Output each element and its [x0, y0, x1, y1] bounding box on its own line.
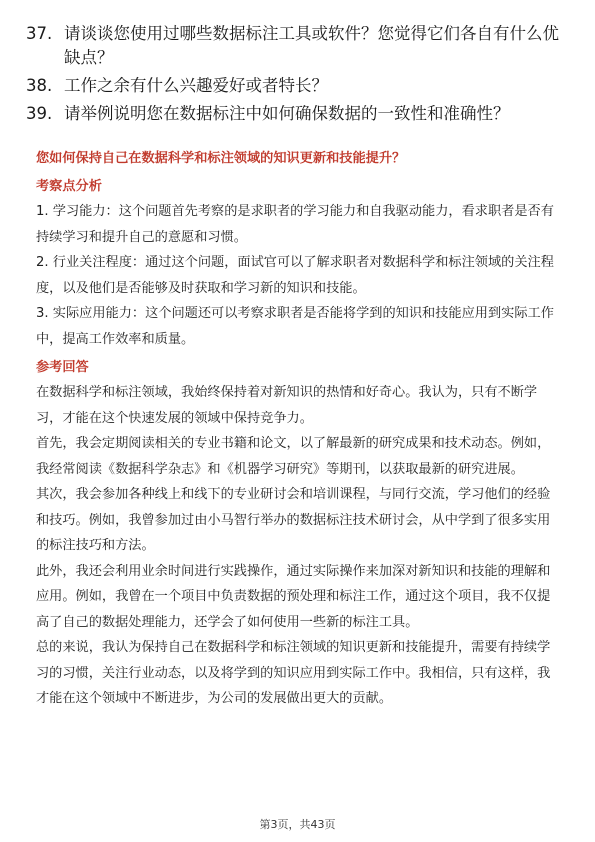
- page-footer: 第3页，共43页: [259, 818, 336, 831]
- question-title: 您如何保持自己在数据科学和标注领域的知识更新和技能提升？: [36, 151, 406, 166]
- question-item: [26, 74, 566, 98]
- analysis-heading: 考察点分析: [36, 179, 102, 194]
- main-content: [36, 147, 561, 712]
- analysis-item: 2. 行业关注程度：通过这个问题，面试官可以了解求职者对数据科学和标注领域的关注程度，以及他们是否能够及时获取和学习新的知识和技能。: [36, 255, 554, 296]
- answer-paragraph: 其次，我会参加各种线上和线下的专业研讨会和培训课程，与同行交流，学习他们的经验和技巧。例如，我曾参加过由小马智行举办的数据标注技术研讨会，从中学到了很多实用的标注技巧和方法。: [36, 487, 551, 553]
- answer-paragraph: 总的来说，我认为保持自己在数据科学和标注领域的知识更新和技能提升，需要有持续学习的习惯，关注行业动态，以及将学到的知识应用到实际工作中。我相信，只有这样，我才能在这个领域中不断进步，为公司的发展做出更大的贡献。: [36, 640, 551, 706]
- question-item: [26, 22, 566, 70]
- question-list: [26, 22, 566, 130]
- answer-paragraph: 首先，我会定期阅读相关的专业书籍和论文，以了解最新的研究成果和技术动态。例如，我经常阅读《数据科学杂志》和《机器学习研究》等期刊，以获取最新的研究进展。: [36, 436, 551, 477]
- question-text: 请谈谈您使用过哪些数据标注工具或软件？您觉得它们各自有什么优缺点？: [64, 24, 559, 67]
- question-number: 38.: [26, 76, 53, 95]
- analysis-item: 3. 实际应用能力：这个问题还可以考察求职者是否能将学到的知识和技能应用到实际工作中，提高工作效率和质量。: [36, 306, 554, 347]
- question-item: [26, 102, 566, 126]
- answer-paragraph: 此外，我还会利用业余时间进行实践操作，通过实际操作来加深对新知识和技能的理解和应用。例如，我曾在一个项目中负责数据的预处理和标注工作，通过这个项目，我不仅提高了自己的数据处理能力，还学会了如何使用一些新的标注工具。: [36, 563, 551, 630]
- question-number: 37.: [26, 24, 53, 43]
- question-text: 工作之余有什么兴趣爱好或者特长？: [64, 76, 328, 95]
- answer-heading: 参考回答: [36, 360, 89, 375]
- answer-paragraph: 在数据科学和标注领域，我始终保持着对新知识的热情和好奇心。我认为，只有不断学习，才能在这个快速发展的领域中保持竞争力。: [36, 385, 538, 426]
- question-number: 39.: [26, 104, 53, 123]
- analysis-item: 1. 学习能力：这个问题首先考察的是求职者的学习能力和自我驱动能力，看求职者是否有持续学习和提升自己的意愿和习惯。: [36, 204, 554, 245]
- question-text: 请举例说明您在数据标注中如何确保数据的一致性和准确性？: [64, 104, 510, 123]
